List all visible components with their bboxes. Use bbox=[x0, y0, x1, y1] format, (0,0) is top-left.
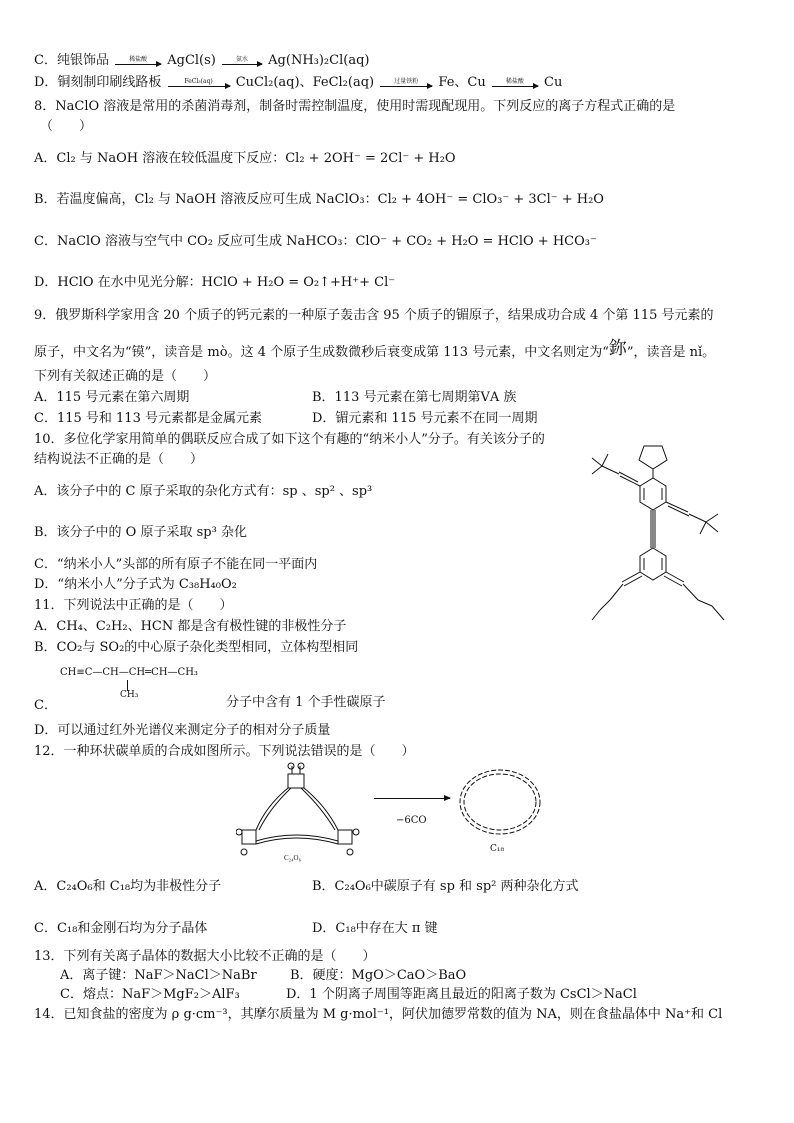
reaction-arrow: FeCl₃(aq) bbox=[168, 78, 230, 87]
q10-option-d: D．“纳米小人”分子式为 C₃₈H₄₀O₂ bbox=[34, 577, 237, 592]
q9-option-d: D．镅元素和 115 号元素不在同一周期 bbox=[312, 411, 538, 426]
q11-option-c-label: C． bbox=[34, 698, 57, 713]
q10-stem-line2: 结构说法不正确的是（ ） bbox=[34, 452, 204, 467]
q12-arrow-label: −6CO bbox=[396, 815, 427, 826]
c18-structure bbox=[456, 766, 544, 838]
nanoputian-structure bbox=[588, 440, 748, 622]
q11-stem: 11．下列说法中正确的是（ ） bbox=[34, 598, 233, 613]
c24o6-label: C₂₄O₆ bbox=[284, 854, 302, 862]
q9-option-b: B．113 号元素在第七周期第ⅤA 族 bbox=[312, 390, 517, 405]
reaction-arrow bbox=[374, 798, 450, 799]
q12-option-d: D．C₁₈中存在大 π 键 bbox=[312, 921, 438, 936]
q8-option-b: B．若温度偏高，Cl₂ 与 NaOH 溶液反应可生成 NaClO₃：Cl₂ + 4OH⁻ = ClO₃⁻ + 3Cl⁻ + H₂O bbox=[34, 192, 604, 207]
c18-label: C₁₈ bbox=[490, 844, 505, 854]
q13-option-d: D．1 个阴离子周围等距离且最近的阳离子数为 CsCl＞NaCl bbox=[286, 987, 637, 1002]
q14-stem-line1: 14．已知食盐的密度为 ρ g·cm⁻³，其摩尔质量为 M g·mol⁻¹，阿伏加德罗常数的值为 NA，则在食盐晶体中 Na⁺和 Cl bbox=[34, 1007, 723, 1022]
q12-option-a: A．C₂₄O₆和 C₁₈均为非极性分子 bbox=[34, 879, 222, 894]
q13-option-a: A．离子键：NaF＞NaCl＞NaBr bbox=[60, 968, 257, 983]
q10-option-b: B．该分子中的 O 原子采取 sp³ 杂化 bbox=[34, 525, 247, 540]
reaction-arrow: 过量铁粉 bbox=[380, 78, 432, 87]
q13-stem: 13．下列有关离子晶体的数据大小比较不正确的是（ ） bbox=[34, 949, 376, 964]
q11-c-branch: CH₃ bbox=[120, 690, 139, 700]
q9-stem-line3: 下列有关叙述正确的是（ ） bbox=[34, 369, 217, 384]
q10-option-c: C．“纳米小人”头部的所有原子不能在同一平面内 bbox=[34, 557, 318, 572]
reaction-arrow: 稀盐酸 bbox=[115, 56, 161, 65]
q8-option-c: C．NaClO 溶液与空气中 CO₂ 反应可生成 NaHCO₃：ClO⁻ + CO₂ + H₂O = HClO + HCO₃⁻ bbox=[34, 234, 597, 249]
q9-stem-line1: 9．俄罗斯科学家用含 20 个质子的钙元素的一种原子轰击含 95 个质子的镅原子，结果成功合成 4 个第 115 号元素的 bbox=[34, 308, 714, 323]
q12-option-c: C．C₁₈和金刚石均为分子晶体 bbox=[34, 921, 208, 936]
q8-option-a: A．Cl₂ 与 NaOH 溶液在较低温度下反应：Cl₂ + 2OH⁻ = 2Cl⁻ + H₂O bbox=[34, 151, 456, 166]
q8-stem: 8．NaClO 溶液是常用的杀菌消毒剂，制备时需控制温度，使用时需现配现用。下列反应的离子方程式正确的是 bbox=[34, 99, 676, 114]
q11-option-d: D．可以通过红外光谱仪来测定分子的相对分子质量 bbox=[34, 723, 331, 738]
q9-option-c: C．115 号和 113 号元素都是金属元素 bbox=[34, 411, 262, 426]
q10-stem-line1: 10．多位化学家用简单的偶联反应合成了如下这个有趣的“纳米小人”分子。有关该分子的 bbox=[34, 432, 545, 447]
q8-option-d: D．HClO 在水中见光分解：HClO + H₂O = O₂↑+H⁺+ Cl⁻ bbox=[34, 275, 396, 290]
q10-option-a: A．该分子中的 C 原子采取的杂化方式有：sp 、sp² 、sp³ bbox=[34, 484, 373, 499]
q7-option-c: C．纯银饰品 稀盐酸 AgCl(s) 氨水 Ag(NH₃)₂Cl(aq) bbox=[34, 53, 370, 68]
c24o6-structure bbox=[236, 762, 360, 866]
q13-option-c: C．熔点：NaF＞MgF₂＞AlF₃ bbox=[60, 987, 240, 1002]
q12-stem: 12．一种环状碳单质的合成如图所示。下列说法错误的是（ ） bbox=[34, 744, 415, 759]
arrow-head-icon bbox=[444, 795, 451, 801]
q11-option-a: A．CH₄、C₂H₂、HCN 都是含有极性键的非极性分子 bbox=[34, 619, 347, 634]
q11-option-c-text: 分子中含有 1 个手性碳原子 bbox=[226, 695, 386, 710]
q7-option-d: D．铜刻制印刷线路板 FeCl₃(aq) CuCl₂(aq)、FeCl₂(aq) 过量铁粉 Fe、Cu 稀盐酸 Cu bbox=[34, 75, 563, 90]
q7-c-label: C．纯银饰品 bbox=[34, 53, 109, 68]
q12-option-b: B．C₂₄O₆中碳原子有 sp 和 sp² 两种杂化方式 bbox=[312, 879, 579, 894]
q11-option-b: B．CO₂与 SO₂的中心原子杂化类型相同，立体构型相同 bbox=[34, 640, 359, 655]
q9-stem-line2: 原子，中文名为“镆”，读音是 mò。这 4 个原子生成数微秒后衰变成第 113 号元素，中文名则定为“鉨”，读音是 nǐ。 bbox=[34, 338, 716, 360]
q11-c-formula: CH≡C—CH—CH═CH—CH₃ bbox=[60, 667, 198, 678]
q13-option-b: B．硬度：MgO＞CaO＞BaO bbox=[290, 968, 467, 983]
element-113-name: 鉨 bbox=[608, 338, 627, 359]
q9-option-a: A．115 号元素在第六周期 bbox=[34, 390, 190, 405]
q8-answer-paren: （ ） bbox=[40, 119, 93, 134]
reaction-arrow: 氨水 bbox=[222, 56, 262, 65]
reaction-arrow: 稀盐酸 bbox=[492, 78, 538, 87]
